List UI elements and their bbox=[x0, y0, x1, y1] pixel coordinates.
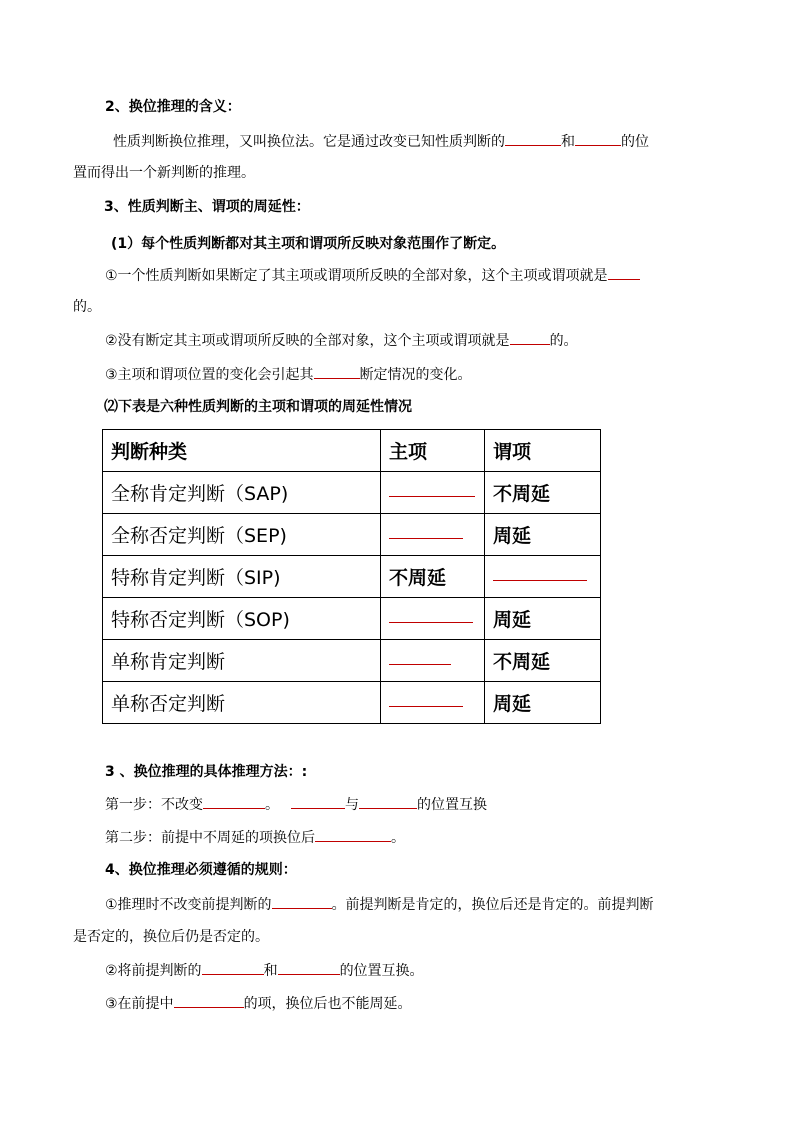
text: 性质判断换位推理，又叫换位法。它是通过改变已知性质判断的 bbox=[113, 134, 505, 150]
fill-blank[interactable] bbox=[314, 364, 360, 379]
fill-blank[interactable] bbox=[389, 532, 463, 539]
section-3-sub-2: ⑵下表是六种性质判断的主项和谓项的周延性情况 bbox=[104, 399, 412, 415]
section-3-item-1-end: 的。 bbox=[73, 299, 101, 315]
header-kind: 判断种类 bbox=[103, 430, 381, 472]
section-4-rule-3 bbox=[105, 993, 412, 1014]
fill-blank[interactable] bbox=[608, 265, 640, 280]
table-row bbox=[103, 682, 601, 724]
cell-predicate: 周延 bbox=[485, 598, 601, 640]
fill-blank[interactable] bbox=[174, 993, 244, 1008]
text: ②将前提判断的 bbox=[105, 963, 202, 979]
fill-blank[interactable] bbox=[389, 490, 475, 497]
text: ②没有断定其主项或谓项所反映的全部对象，这个主项或谓项就是 bbox=[105, 333, 510, 349]
table-row bbox=[103, 472, 601, 514]
cell-subject[interactable] bbox=[381, 598, 485, 640]
text: 第一步：不改变 bbox=[105, 797, 203, 813]
cell-subject[interactable] bbox=[381, 514, 485, 556]
fill-blank[interactable] bbox=[202, 960, 264, 975]
method-step-1 bbox=[105, 794, 487, 815]
cell-kind: 特称否定判断（SOP) bbox=[103, 598, 381, 640]
text: ①一个性质判断如果断定了其主项或谓项所反映的全部对象，这个主项或谓项就是 bbox=[105, 268, 608, 284]
fill-blank[interactable] bbox=[278, 960, 340, 975]
cell-kind: 特称肯定判断（SIP) bbox=[103, 556, 381, 598]
header-subject: 主项 bbox=[381, 430, 485, 472]
section-4-rule-1-cont: 是否定的，换位后仍是否定的。 bbox=[73, 929, 269, 945]
cell-predicate: 不周延 bbox=[485, 472, 601, 514]
section-4-rule-2 bbox=[105, 960, 424, 981]
text: 第二步：前提中不周延的项换位后 bbox=[105, 830, 315, 846]
method-heading: 3 、换位推理的具体推理方法：: bbox=[105, 764, 308, 780]
text: 的。 bbox=[549, 333, 578, 349]
text: 的位置互换。 bbox=[339, 963, 424, 979]
fill-blank[interactable] bbox=[575, 131, 621, 146]
fill-blank[interactable] bbox=[389, 658, 451, 665]
fill-blank[interactable] bbox=[510, 330, 550, 345]
cell-subject[interactable] bbox=[381, 472, 485, 514]
cell-predicate[interactable] bbox=[485, 556, 601, 598]
section-2-line-2: 置而得出一个新判断的推理。 bbox=[73, 165, 255, 181]
fill-blank[interactable] bbox=[272, 894, 332, 909]
table-row bbox=[103, 556, 601, 598]
fill-blank[interactable] bbox=[389, 700, 463, 707]
section-4-heading: 4、换位推理必须遵循的规则： bbox=[105, 862, 297, 878]
cell-kind: 单称否定判断 bbox=[103, 682, 381, 724]
section-3-sub-1: (1）每个性质判断都对其主项和谓项所反映对象范围作了断定。 bbox=[111, 236, 506, 252]
cell-subject[interactable] bbox=[381, 682, 485, 724]
text: ③在前提中 bbox=[105, 996, 174, 1012]
text: ③主项和谓项位置的变化会引起其 bbox=[105, 367, 314, 383]
method-step-2 bbox=[105, 827, 405, 848]
section-4-rule-1 bbox=[105, 894, 654, 915]
cell-subject[interactable] bbox=[381, 640, 485, 682]
fill-blank[interactable] bbox=[291, 794, 345, 809]
section-3-item-1 bbox=[105, 265, 640, 286]
fill-blank[interactable] bbox=[493, 574, 587, 581]
text: 和 bbox=[561, 134, 575, 150]
fill-blank[interactable] bbox=[389, 616, 473, 623]
section-3-item-3 bbox=[105, 364, 472, 385]
text: 和 bbox=[263, 963, 278, 979]
cell-subject: 不周延 bbox=[381, 556, 485, 598]
cell-kind: 全称否定判断（SEP) bbox=[103, 514, 381, 556]
fill-blank[interactable] bbox=[203, 794, 265, 809]
distribution-table bbox=[102, 429, 601, 724]
table-row bbox=[103, 598, 601, 640]
fill-blank[interactable] bbox=[359, 794, 417, 809]
text: 的项，换位后也不能周延。 bbox=[243, 996, 412, 1012]
fill-blank[interactable] bbox=[315, 827, 391, 842]
header-predicate: 谓项 bbox=[485, 430, 601, 472]
text: 断定情况的变化。 bbox=[359, 367, 472, 383]
text: 。前提判断是肯定的，换位后还是肯定的。前提判断 bbox=[331, 897, 654, 913]
cell-predicate: 不周延 bbox=[485, 640, 601, 682]
cell-predicate: 周延 bbox=[485, 682, 601, 724]
section-2-line-1 bbox=[113, 131, 649, 152]
cell-kind: 单称肯定判断 bbox=[103, 640, 381, 682]
text: 的位置互换 bbox=[417, 797, 487, 813]
text: 。 bbox=[265, 797, 279, 813]
cell-kind: 全称肯定判断（SAP) bbox=[103, 472, 381, 514]
table-row bbox=[103, 640, 601, 682]
cell-predicate: 周延 bbox=[485, 514, 601, 556]
fill-blank[interactable] bbox=[505, 131, 561, 146]
text: 的位 bbox=[621, 134, 649, 150]
table-header-row bbox=[103, 430, 601, 472]
text: 与 bbox=[345, 797, 359, 813]
section-3-heading: 3、性质判断主、谓项的周延性： bbox=[104, 199, 310, 215]
table-row bbox=[103, 514, 601, 556]
text: ①推理时不改变前提判断的 bbox=[105, 897, 272, 913]
section-3-item-2 bbox=[105, 330, 578, 351]
section-2-heading: 2、换位推理的含义： bbox=[105, 99, 241, 115]
text: 。 bbox=[391, 830, 405, 846]
